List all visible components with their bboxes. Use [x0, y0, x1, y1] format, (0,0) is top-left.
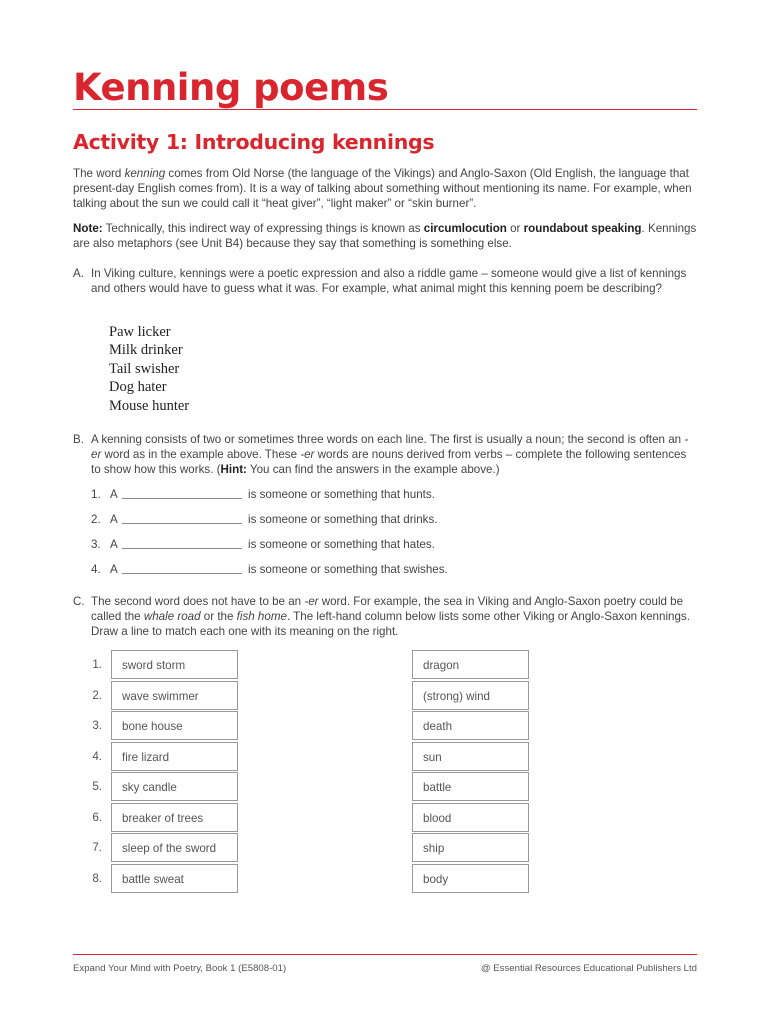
- sentence-article: A: [110, 538, 118, 551]
- section-b-letter: B.: [73, 433, 84, 446]
- intro-kenning-word: kenning: [124, 167, 166, 180]
- section-c-letter: C.: [73, 595, 85, 608]
- sentence-item: [91, 562, 448, 577]
- poem-line: Paw licker: [109, 324, 171, 340]
- answer-blank[interactable]: [122, 537, 242, 549]
- answer-blank[interactable]: [122, 487, 242, 499]
- section-c-er: -er: [304, 595, 319, 608]
- title-divider: [73, 109, 697, 110]
- sentence-text: is someone or something that swishes.: [248, 563, 448, 576]
- section-a: [73, 266, 697, 296]
- match-number: 3.: [92, 719, 102, 732]
- fish-home-term: fish home: [236, 610, 287, 623]
- kenning-cell[interactable]: wave swimmer: [111, 681, 238, 710]
- poem-line: Tail swisher: [109, 360, 180, 377]
- sentence-article: A: [110, 488, 118, 501]
- kenning-cell[interactable]: sleep of the sword: [111, 833, 238, 862]
- kenning-cell[interactable]: fire lizard: [111, 742, 238, 771]
- note-label: Note:: [73, 222, 103, 235]
- section-a-text: In Viking culture, kennings were a poetic expression and also a riddle game – someone would give a list of kennings and others would have to guess what it was. For example, what animal might this kenning poem be describing?: [91, 267, 687, 295]
- poem-line: Mouse hunter: [109, 397, 190, 414]
- note-term-circumlocution: circumlocution: [423, 222, 507, 235]
- section-b-text: [91, 432, 697, 477]
- sentence-item: [91, 487, 435, 502]
- section-a-letter: A.: [73, 267, 84, 280]
- page-title: Kenning poems: [73, 66, 389, 109]
- match-number: 6.: [92, 811, 102, 824]
- intro-text-1: The word: [73, 167, 125, 180]
- sentence-text: is someone or something that hunts.: [248, 488, 435, 501]
- kenning-cell[interactable]: bone house: [111, 711, 238, 740]
- kenning-cell[interactable]: battle sweat: [111, 864, 238, 893]
- section-b: [73, 432, 697, 477]
- sentence-article: A: [110, 563, 118, 576]
- sentence-number: 3.: [91, 538, 101, 551]
- activity-title: Activity 1: Introducing kennings: [73, 130, 435, 154]
- section-c-text-3: or the: [200, 610, 237, 623]
- match-number: 5.: [92, 780, 102, 793]
- footer-book-title: Expand Your Mind with Poetry, Book 1 (E5808-01): [73, 963, 287, 974]
- whale-road-term: whale road: [143, 610, 201, 623]
- section-c-text-2: word. For example, the sea in Viking and Anglo-Saxon poetry could be called the: [91, 595, 684, 623]
- section-b-er-1: -er: [91, 433, 689, 461]
- section-b-text-3: words are nouns derived from verbs – complete the following sentences to show how this works. (: [91, 448, 687, 476]
- sentence-number: 1.: [91, 488, 101, 501]
- match-number: 1.: [92, 658, 102, 671]
- kenning-cell[interactable]: breaker of trees: [111, 803, 238, 832]
- sentence-text: is someone or something that hates.: [248, 538, 435, 551]
- section-c-text-1: The second word does not have to be an: [91, 595, 305, 608]
- sentence-number: 2.: [91, 513, 101, 526]
- footer-divider: [73, 954, 697, 955]
- section-c: [73, 594, 697, 639]
- meaning-cell[interactable]: ship: [412, 833, 529, 862]
- note-paragraph: [73, 221, 697, 251]
- poem-line: Dog hater: [109, 379, 167, 396]
- sentence-number: 4.: [91, 563, 101, 576]
- meaning-cell[interactable]: sun: [412, 742, 529, 771]
- meaning-cell[interactable]: blood: [412, 803, 529, 832]
- kenning-cell[interactable]: sword storm: [111, 650, 238, 679]
- section-b-text-1: A kenning consists of two or sometimes three words on each line. The first is usually a noun; the second is often an: [91, 433, 685, 446]
- hint-label: Hint:: [220, 463, 247, 476]
- answer-blank[interactable]: [122, 512, 242, 524]
- meaning-cell[interactable]: (strong) wind: [412, 681, 529, 710]
- match-number: 7.: [92, 841, 102, 854]
- section-b-er-2: -er: [300, 448, 315, 461]
- sentence-text: is someone or something that drinks.: [248, 513, 438, 526]
- intro-paragraph: [73, 166, 697, 211]
- sentence-item: [91, 537, 435, 552]
- poem-line: Milk drinker: [109, 342, 183, 359]
- match-number: 8.: [92, 872, 102, 885]
- answer-blank[interactable]: [122, 562, 242, 574]
- intro-text-2: comes from Old Norse (the language of the Vikings) and Anglo-Saxon (Old English, the language that present-day English comes from). It is a way of talking about something without mentioning its name. For example, when talking about the sun we could call it “heat giver”, “light maker” or “skin burner”.: [73, 167, 692, 210]
- section-c-text: [91, 594, 697, 639]
- section-b-text-2: word as in the example above. These: [101, 448, 301, 461]
- footer-publisher: @ Essential Resources Educational Publishers Ltd: [480, 963, 697, 974]
- note-text-3: . Kennings are also metaphors (see Unit B4) because they say that something is something else.: [73, 222, 697, 250]
- sentence-article: A: [110, 513, 118, 526]
- meaning-cell[interactable]: dragon: [412, 650, 529, 679]
- match-number: 4.: [92, 750, 102, 763]
- section-c-text-4: . The left-hand column below lists some other Viking or Anglo-Saxon kennings. Draw a line to match each one with its meaning on the right.: [91, 610, 690, 638]
- note-term-roundabout: roundabout speaking: [523, 222, 642, 235]
- note-text-1: Technically, this indirect way of expressing things is known as: [102, 222, 424, 235]
- sentence-item: [91, 512, 437, 527]
- section-b-text-4: You can find the answers in the example above.): [246, 463, 500, 476]
- meaning-cell[interactable]: battle: [412, 772, 529, 801]
- kenning-cell[interactable]: sky candle: [111, 772, 238, 801]
- meaning-cell[interactable]: death: [412, 711, 529, 740]
- match-number: 2.: [92, 689, 102, 702]
- meaning-cell[interactable]: body: [412, 864, 529, 893]
- note-text-2: or: [506, 222, 524, 235]
- kenning-poem: [109, 323, 189, 415]
